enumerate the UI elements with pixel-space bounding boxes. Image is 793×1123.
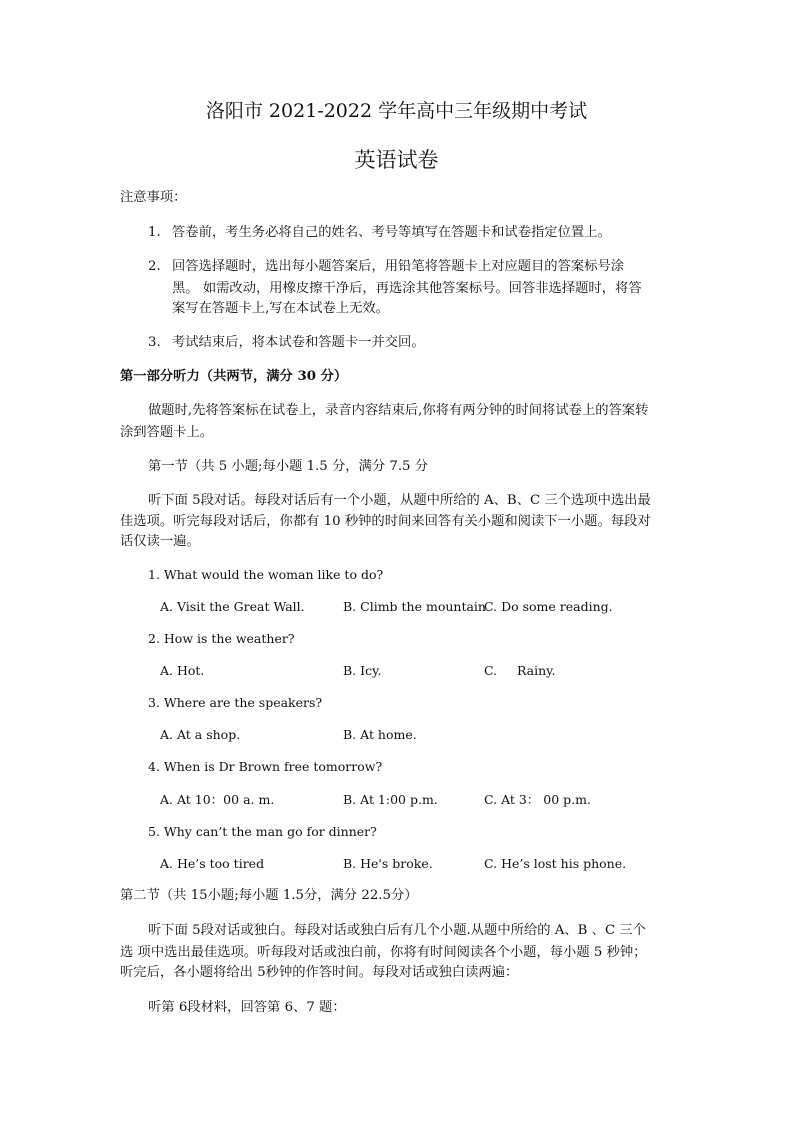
section1-instructions: 听下面 5段对话。每段对话后有一个小题，从题中所给的 A、B、C 三个选项中选出最 xyxy=(148,493,651,508)
note-number: 1. xyxy=(148,225,161,240)
note-text: 答卷前，考生务必将自己的姓名、考号等填写在答题卡和试卷指定位置上。 xyxy=(172,225,611,240)
exam-title: 洛阳市 2021-2022 学年高中三年级期中考试 xyxy=(205,100,588,122)
option-b: B. At 1:00 p.m. xyxy=(343,792,438,807)
option-b: B. At home. xyxy=(343,727,417,742)
question-text: 1. What would the woman like to do? xyxy=(148,567,384,582)
option-c: C. Rainy. xyxy=(484,663,556,678)
section2-instructions: 听完后，各小题将给出 5秒钟的作答时间。每段对话或独白读两遍： xyxy=(120,965,519,980)
section1-instructions: 佳选项。听完每段对话后，你都有 10 秒钟的时间来回答有关小题和阅读下一小题。每段对 xyxy=(120,514,651,529)
part1-intro: 涂到答题卡上。 xyxy=(120,425,214,440)
section2-instructions: 听下面 5段对话或独白。每段对话或独白后有几个小题.从题中所给的 A、B 、C 三个 xyxy=(148,923,646,938)
note-number: 2. xyxy=(148,259,161,274)
part1-intro: 做题时,先将答案标在试卷上，录音内容结束后,你将有两分钟的时间将试卷上的答案转 xyxy=(148,403,649,418)
note-text: 考试结束后，将本试卷和答题卡一并交回。 xyxy=(172,335,425,350)
notes-heading: 注意事项： xyxy=(120,190,187,205)
question-text: 5. Why can’t the man go for dinner? xyxy=(148,824,377,839)
option-a: A. He’s too tired xyxy=(160,856,265,871)
option-b: B. Icy. xyxy=(343,663,382,678)
option-a: A. Hot. xyxy=(160,663,205,678)
question-text: 3. Where are the speakers? xyxy=(148,695,323,710)
material-prompt: 听第 6段材料，回答第 6、7 题： xyxy=(148,1000,346,1015)
note-text: 回答选择题时，选出每小题答案后，用铅笔将答题卡上对应题目的答案标号涂 xyxy=(172,259,625,274)
note-text: 黑。 如需改动，用橡皮擦干净后，再选涂其他答案标号。回答非选择题时，将答 xyxy=(172,281,642,296)
section1-instructions: 话仅读一遍。 xyxy=(120,534,200,549)
section2-heading: 第二节（共 15小题;每小题 1.5分，满分 22.5分） xyxy=(120,888,418,903)
question-text: 4. When is Dr Brown free tomorrow? xyxy=(148,759,383,774)
option-c: C. At 3： 00 p.m. xyxy=(484,792,591,807)
note-text: 案写在答题卡上,写在本试卷上无效。 xyxy=(172,301,389,316)
section1-heading: 第一节（共 5 小题;每小题 1.5 分，满分 7.5 分 xyxy=(148,459,429,474)
note-number: 3. xyxy=(148,335,161,350)
option-c: C. Do some reading. xyxy=(484,599,613,614)
option-a: A. At 10：00 a. m. xyxy=(160,792,275,807)
section2-instructions: 选 项中选出最佳选项。听每段对话或浊白前，你将有时间阅读各个小题，每小题 5 秒钟； xyxy=(120,945,647,960)
option-a: A. Visit the Great Wall. xyxy=(160,599,305,614)
part1-heading: 第一部分听力（共两节，满分 30 分） xyxy=(120,369,348,384)
option-a: A. At a shop. xyxy=(160,727,241,742)
option-b: B. He's broke. xyxy=(343,856,433,871)
option-c: C. He’s lost his phone. xyxy=(484,856,627,871)
exam-subtitle: 英语试卷 xyxy=(354,148,439,172)
option-b: B. Climb the mountain xyxy=(343,599,486,614)
question-text: 2. How is the weather? xyxy=(148,631,295,646)
